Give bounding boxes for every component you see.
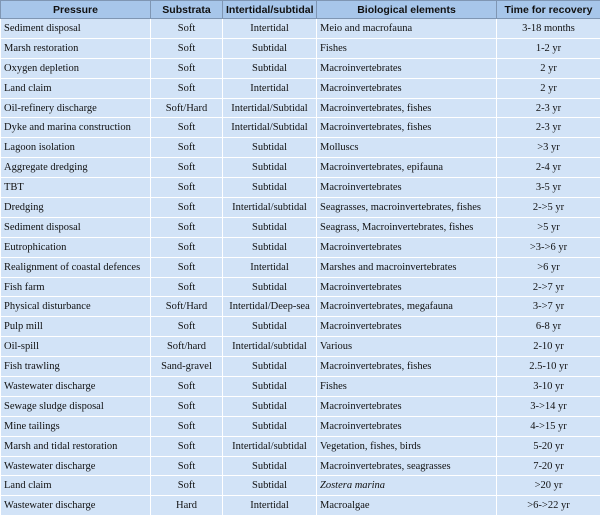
pressure-cell: Sediment disposal	[1, 217, 151, 237]
zone-cell: Intertidal/Subtidal	[223, 98, 317, 118]
substrata-cell: Soft	[151, 436, 223, 456]
biological-elements-cell: Zostera marina	[317, 476, 497, 496]
pressure-cell: Wastewater discharge	[1, 456, 151, 476]
table-row	[1, 98, 600, 118]
biological-elements-cell: Various	[317, 337, 497, 357]
pressure-cell: Pulp mill	[1, 317, 151, 337]
recovery-time-cell: 7-20 yr	[497, 456, 600, 476]
table-row	[1, 277, 600, 297]
recovery-time-cell: >6 yr	[497, 257, 600, 277]
substrata-cell: Soft	[151, 19, 223, 39]
zone-cell: Intertidal	[223, 78, 317, 98]
biological-elements-cell: Macroinvertebrates, fishes	[317, 357, 497, 377]
pressure-cell: Aggregate dredging	[1, 158, 151, 178]
biological-elements-cell: Fishes	[317, 377, 497, 397]
zone-cell: Subtidal	[223, 317, 317, 337]
recovery-time-cell: 2-4 yr	[497, 158, 600, 178]
pressure-cell: Sewage sludge disposal	[1, 396, 151, 416]
table-row	[1, 58, 600, 78]
recovery-time-cell: >5 yr	[497, 217, 600, 237]
zone-cell: Subtidal	[223, 158, 317, 178]
substrata-cell: Soft	[151, 198, 223, 218]
zone-cell: Subtidal	[223, 277, 317, 297]
substrata-cell: Soft	[151, 78, 223, 98]
header-pressure: Pressure	[1, 1, 151, 19]
biological-elements-cell: Seagrasses, macroinvertebrates, fishes	[317, 198, 497, 218]
zone-cell: Intertidal	[223, 19, 317, 39]
biological-elements-cell: Macroinvertebrates	[317, 416, 497, 436]
substrata-cell: Soft	[151, 217, 223, 237]
substrata-cell: Soft	[151, 178, 223, 198]
zone-cell: Intertidal	[223, 257, 317, 277]
biological-elements-cell: Macroinvertebrates	[317, 58, 497, 78]
zone-cell: Subtidal	[223, 456, 317, 476]
substrata-cell: Soft	[151, 257, 223, 277]
table-row	[1, 217, 600, 237]
table-row	[1, 396, 600, 416]
zone-cell: Subtidal	[223, 396, 317, 416]
recovery-time-cell: >3->6 yr	[497, 237, 600, 257]
substrata-cell: Soft	[151, 396, 223, 416]
substrata-cell: Soft	[151, 377, 223, 397]
recovery-time-cell: >20 yr	[497, 476, 600, 496]
table-header-row	[1, 1, 600, 19]
table-row	[1, 416, 600, 436]
table-row	[1, 38, 600, 58]
substrata-cell: Soft	[151, 158, 223, 178]
table-row	[1, 357, 600, 377]
biological-elements-cell: Macroalgae	[317, 496, 497, 516]
substrata-cell: Sand-gravel	[151, 357, 223, 377]
pressure-cell: Physical disturbance	[1, 297, 151, 317]
header-biological-elements: Biological elements	[317, 1, 497, 19]
recovery-time-cell: 3->7 yr	[497, 297, 600, 317]
recovery-time-cell: 2.5-10 yr	[497, 357, 600, 377]
biological-elements-cell: Marshes and macroinvertebrates	[317, 257, 497, 277]
zone-cell: Subtidal	[223, 476, 317, 496]
biological-elements-cell: Meio and macrofauna	[317, 19, 497, 39]
table-row	[1, 476, 600, 496]
substrata-cell: Soft	[151, 138, 223, 158]
pressure-cell: Sediment disposal	[1, 19, 151, 39]
pressure-cell: Land claim	[1, 78, 151, 98]
pressure-cell: Marsh restoration	[1, 38, 151, 58]
recovery-time-cell: 3->14 yr	[497, 396, 600, 416]
table-row	[1, 19, 600, 39]
zone-cell: Intertidal/Deep-sea	[223, 297, 317, 317]
recovery-time-cell: 1-2 yr	[497, 38, 600, 58]
pressure-cell: Land claim	[1, 476, 151, 496]
table-row	[1, 317, 600, 337]
recovery-time-cell: 3-18 months	[497, 19, 600, 39]
recovery-time-cell: 2->7 yr	[497, 277, 600, 297]
pressure-cell: Mine tailings	[1, 416, 151, 436]
substrata-cell: Soft/hard	[151, 337, 223, 357]
substrata-cell: Soft/Hard	[151, 297, 223, 317]
zone-cell: Subtidal	[223, 38, 317, 58]
biological-elements-cell: Macroinvertebrates, epifauna	[317, 158, 497, 178]
substrata-cell: Soft	[151, 38, 223, 58]
substrata-cell: Soft	[151, 416, 223, 436]
pressure-cell: Oil-refinery discharge	[1, 98, 151, 118]
table-row	[1, 337, 600, 357]
table-row	[1, 237, 600, 257]
table-row	[1, 436, 600, 456]
zone-cell: Subtidal	[223, 357, 317, 377]
recovery-time-cell: >6->22 yr	[497, 496, 600, 516]
table-row	[1, 158, 600, 178]
biological-elements-cell: Macroinvertebrates	[317, 237, 497, 257]
biological-elements-cell: Macroinvertebrates	[317, 317, 497, 337]
table-row	[1, 78, 600, 98]
biological-elements-cell: Macroinvertebrates	[317, 277, 497, 297]
biological-elements-cell: Macroinvertebrates, megafauna	[317, 297, 497, 317]
zone-cell: Subtidal	[223, 217, 317, 237]
substrata-cell: Soft	[151, 476, 223, 496]
zone-cell: Subtidal	[223, 377, 317, 397]
substrata-cell: Soft	[151, 277, 223, 297]
recovery-time-cell: 2-3 yr	[497, 98, 600, 118]
header-substrata: Substrata	[151, 1, 223, 19]
table-row	[1, 118, 600, 138]
zone-cell: Subtidal	[223, 58, 317, 78]
recovery-time-cell: 2-10 yr	[497, 337, 600, 357]
pressure-cell: Dredging	[1, 198, 151, 218]
pressure-cell: Oil-spill	[1, 337, 151, 357]
pressure-cell: Wastewater discharge	[1, 377, 151, 397]
recovery-time-cell: 2 yr	[497, 58, 600, 78]
table-row	[1, 178, 600, 198]
zone-cell: Subtidal	[223, 237, 317, 257]
biological-elements-cell: Macroinvertebrates	[317, 178, 497, 198]
substrata-cell: Soft	[151, 58, 223, 78]
table-row	[1, 456, 600, 476]
biological-elements-cell: Vegetation, fishes, birds	[317, 436, 497, 456]
table-row	[1, 377, 600, 397]
header-intertidal-subtidal: Intertidal/subtidal	[223, 1, 317, 19]
zone-cell: Subtidal	[223, 138, 317, 158]
zone-cell: Intertidal/subtidal	[223, 198, 317, 218]
recovery-time-cell: 6-8 yr	[497, 317, 600, 337]
zone-cell: Intertidal/subtidal	[223, 337, 317, 357]
substrata-cell: Soft/Hard	[151, 98, 223, 118]
biological-elements-cell: Macroinvertebrates	[317, 396, 497, 416]
pressure-cell: Realignment of coastal defences	[1, 257, 151, 277]
pressure-cell: Marsh and tidal restoration	[1, 436, 151, 456]
table-row	[1, 138, 600, 158]
pressure-cell: Dyke and marina construction	[1, 118, 151, 138]
table-row	[1, 257, 600, 277]
table-row	[1, 198, 600, 218]
substrata-cell: Soft	[151, 118, 223, 138]
pressure-cell: Oxygen depletion	[1, 58, 151, 78]
recovery-time-cell: >3 yr	[497, 138, 600, 158]
biological-elements-cell: Macroinvertebrates, seagrasses	[317, 456, 497, 476]
biological-elements-cell: Fishes	[317, 38, 497, 58]
recovery-time-cell: 2-3 yr	[497, 118, 600, 138]
recovery-time-cell: 2->5 yr	[497, 198, 600, 218]
table-row	[1, 297, 600, 317]
recovery-time-cell: 5-20 yr	[497, 436, 600, 456]
zone-cell: Subtidal	[223, 416, 317, 436]
zone-cell: Intertidal/Subtidal	[223, 118, 317, 138]
pressure-cell: Wastewater discharge	[1, 496, 151, 516]
recovery-time-cell: 2 yr	[497, 78, 600, 98]
biological-elements-cell: Macroinvertebrates, fishes	[317, 98, 497, 118]
zone-cell: Intertidal/subtidal	[223, 436, 317, 456]
pressure-cell: Fish farm	[1, 277, 151, 297]
biological-elements-cell: Macroinvertebrates	[317, 78, 497, 98]
table-row	[1, 496, 600, 516]
zone-cell: Intertidal	[223, 496, 317, 516]
pressure-cell: Fish trawling	[1, 357, 151, 377]
substrata-cell: Hard	[151, 496, 223, 516]
zone-cell: Subtidal	[223, 178, 317, 198]
substrata-cell: Soft	[151, 237, 223, 257]
header-time-for-recovery: Time for recovery	[497, 1, 600, 19]
biological-elements-cell: Molluscs	[317, 138, 497, 158]
substrata-cell: Soft	[151, 317, 223, 337]
recovery-time-cell: 3-5 yr	[497, 178, 600, 198]
biological-elements-cell: Macroinvertebrates, fishes	[317, 118, 497, 138]
substrata-cell: Soft	[151, 456, 223, 476]
pressure-cell: Eutrophication	[1, 237, 151, 257]
pressure-cell: TBT	[1, 178, 151, 198]
pressure-cell: Lagoon isolation	[1, 138, 151, 158]
biological-elements-cell: Seagrass, Macroinvertebrates, fishes	[317, 217, 497, 237]
recovery-time-cell: 3-10 yr	[497, 377, 600, 397]
recovery-time-cell: 4->15 yr	[497, 416, 600, 436]
